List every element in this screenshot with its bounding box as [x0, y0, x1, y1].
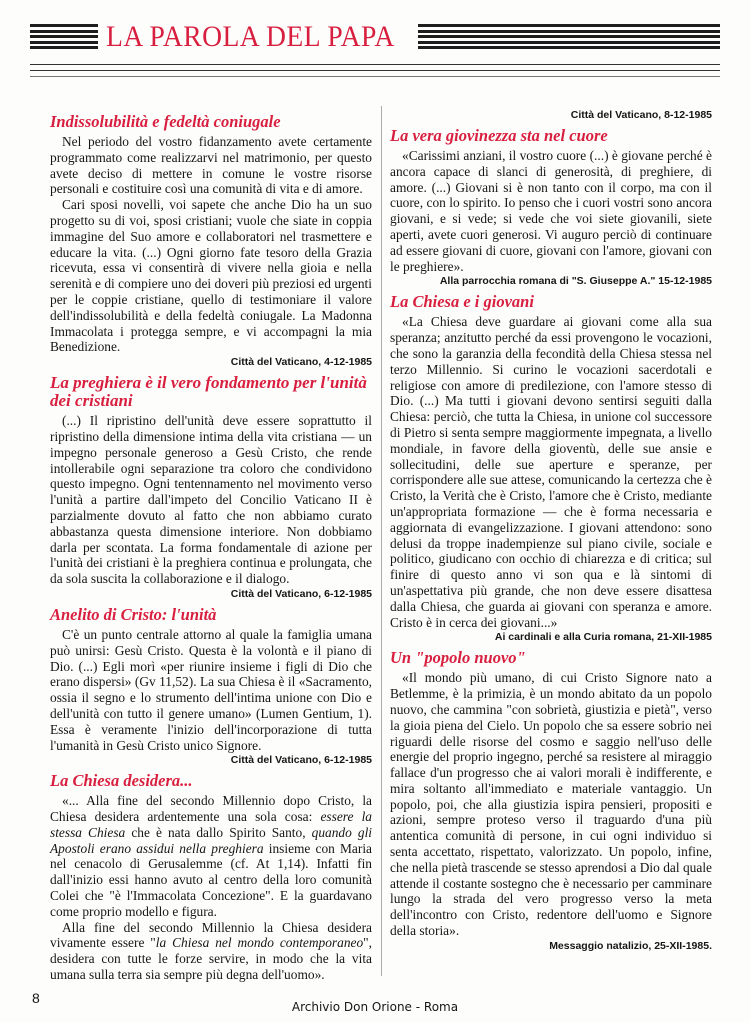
- paragraph: Cari sposi novelli, voi sapete che anche Dio ha un suo progetto su di voi, sposi cristiani; vuole che siate in coppia immagine del Suo amore e collaboratori nel trasmettere e educare la vita. (...) Ogni giorno fate tesoro della Grazia ricevuta, essa vi consentirà di vivere nella gioia e nella serenità e di compiere uno dei doveri più preziosi ed urgenti per le coppie cristiane, quello di testimoniare il valore dell'indissolubilità e della fedeltà coniugale. La Madonna Immacolata i protegga sempre, e vi accompagni la mia Benedizione.: [50, 197, 372, 355]
- masthead-stripes-left: [30, 24, 98, 50]
- section-title: Anelito di Cristo: l'unità: [50, 604, 217, 624]
- paragraph: «Il mondo più umano, di cui Cristo Signore nato a Betlemme, è la primizia, è un mondo abitato da un popolo nuovo, che cammina "con sobrietà, giustizia e pietà", verso la gioia piena del Cielo. Un popolo che sa essere sobrio nei riguardi delle risorse del cosmo e saggio nell'uso delle energie del proprio ingegno, perché sa resistere al miraggio fallace d'un progresso che ai valori morali è indifferente, e mira soltanto all'immediato e materiale vantaggio. Un popolo, poi, che alla giustizia ispira pensieri, propositi e azioni, sempre proteso verso il traguardo d'una più antentica comunità di persone, in cui ogni individuo si senta accettato, rispettato, valorizzato. Un popolo, infine, che nella pietà trascende se stesso aprendosi a Dio dal quale attende il costante sostegno che è necessario per camminare lungo la strada del vero progresso verso la meta dell'incontro con Cristo, redentore dell'uomo e Signore della storia».: [390, 670, 712, 939]
- text-run: insieme con Maria nel cenacolo di Gerusalemme (cf. At 1,14). Infatti fin dall'inizio essi hanno avuto al centro della loro comunità Colei che "è l'Immacolata Concezione". E la guardavano come proprio modello e figura.: [50, 840, 372, 919]
- italic-run: la Chiesa nel mondo contemporaneo: [155, 935, 364, 951]
- masthead: [30, 20, 720, 54]
- section-title: La preghiera è il vero fondamento per l'unità dei cristiani: [50, 373, 367, 411]
- section-title: La vera giovinezza sta nel cuore: [390, 126, 608, 145]
- source-line: Alla parrocchia romana di "S. Giuseppe A." 15-12-1985: [439, 275, 712, 288]
- masthead-stripes-right: [418, 24, 720, 50]
- source-line: Messaggio natalizio, 25-XII-1985.: [549, 939, 712, 952]
- paragraph: Nel periodo del vostro fidanzamento avete certamente programmato come realizzarvi nel matrimonio, per questo avete deciso di mettere in comune le vostre risorse personali e costituire così una comunità di vita e di amore.: [50, 134, 372, 197]
- text-run: Alla fine del secondo Millennio la Chiesa desidera vivamente essere ": [50, 919, 372, 951]
- header-rule: [30, 64, 720, 65]
- source-line: Ai cardinali e alla Curia romana, 21-XII-1985: [494, 631, 712, 644]
- paragraph: (...) Il ripristino dell'unità deve essere soprattutto il ripristino della dimensione intima della vita cristiana — un impegno personale generoso a Gesù Cristo, che rende intollerabile ogni separazione tra coloro che condividono questo impegno. Ogni tentennamento nel movimento verso l'unità a partire dall'impeto del Concilio Vaticano II è parzialmente dovuto al fatto che non abbiamo curato abbastanza questa dimensione interiore. Non dobbiamo darla per scontata. La forma fondamentale di azione per l'unità dei cristiani è la preghiera continua e prolungata, che da sola suscita la collaborazione e il dialogo.: [50, 413, 372, 587]
- italic-run: quando gli Apostoli erano assidui nella preghiera: [50, 824, 373, 856]
- source-line: Città del Vaticano, 6-12-1985: [230, 754, 372, 767]
- page-title: LA PAROLA DEL PAPA: [106, 20, 395, 53]
- section-title: La Chiesa desidera...: [50, 771, 193, 791]
- header-rule: [30, 70, 720, 71]
- page-number: 8: [32, 990, 40, 1006]
- italic-run: essere la stessa Chiesa: [50, 809, 372, 840]
- header-rule: [30, 76, 720, 77]
- paragraph: «La Chiesa deve guardare ai giovani come alla sua speranza; anzitutto perché da essi provengono le vocazioni, che sono la garanzia della fecondità della Chiesa stessa nel terzo Millennio. Si curino le vocazioni sacerdotali e religiose con amore di predilezione, con l'amore stesso di Dio. (...) Ma tutti i giovani devono sentirsi seguiti dalla Chiesa: perciò, che tutta la Chiesa, in unione col successore di Pietro si senta sempre maggiormente impegnata, a livello mondiale, in favore della gioventù, delle sue ansie e sollecitudini, delle sue aperture e speranze, per corrispondere alle sue attese, comunicando la certezza che è Cristo, la Verità che è Cristo, l'amore che è Cristo, mediante un'appropriata formazione — che è forma necessaria e aggiornata di evangelizzazione. I giovani attendono: sono delusi da troppe inadempienze sul piano civile, sociale e politico, giudicano con occhio di chiarezza e di critica; sul finire di questo anno vi son qua e là sintomi di un'aspettativa più grande, che non deve essere disattesa dalla Chiesa, che guarda ai giovani con speranza e amore. Cristo è in cerca dei giovani...»: [390, 314, 712, 630]
- section-title: Un "popolo nuovo": [390, 648, 526, 668]
- source-line: Città del Vaticano, 8-12-1985: [570, 109, 712, 121]
- section-title: La Chiesa e i giovani: [390, 292, 534, 312]
- section-title: Indissolubilità e fedeltà coniugale: [50, 112, 281, 131]
- text-run: che è nata dallo Spirito Santo,: [125, 824, 312, 840]
- text-run: ", desidera con tutte le forze servire, in modo che la vita umana sulla terra sia sempre più degna dell'uomo».: [50, 935, 372, 983]
- paragraph: [50, 920, 372, 983]
- source-line: Città del Vaticano, 4-12-1985: [230, 356, 372, 369]
- paragraph: [50, 793, 372, 919]
- text-run: «... Alla fine del secondo Millennio dopo Cristo, la Chiesa desidera ardentemente una sola cosa:: [50, 793, 372, 825]
- column-divider: [381, 106, 382, 976]
- right-column: [390, 108, 712, 955]
- paragraph: «Carissimi anziani, il vostro cuore (...) è giovane perché è ancora capace di slanci di generosità, di preghiere, di amore. (...) Giovani si è non tanto con il corpo, ma con il cuore, con lo spirito. Io penso che i cuori vostri sono ancora giovani, e si vede; si vede che voi siete giovanili, siete aperti, avete cuori generosi. Vi auguro perciò di continuare ad essere giovani di cuore, giovani con l'amore, giovani con le preghiere».: [390, 148, 712, 274]
- paragraph: C'è un punto centrale attorno al quale la famiglia umana può unirsi: Gesù Cristo. Questa è la volontà e il piano di Dio. (...) Egli morì «per riunire insieme i figli di Dio che erano dispersi» (Gv 11,52). La sua Chiesa è il «Sacramento, ossia il segno e lo strumento dell'intima unione con Dio e dell'unità con tutto il genere umano» (Lumen Gentium, 1). Essa è veramente l'inizio dell'incorporazione di tutta l'umanità in Gesù Cristo unico Signore.: [50, 626, 372, 753]
- left-column: [50, 108, 372, 983]
- archive-footer: Archivio Don Orione - Roma: [291, 1000, 459, 1014]
- source-line: Città del Vaticano, 6-12-1985: [230, 587, 372, 600]
